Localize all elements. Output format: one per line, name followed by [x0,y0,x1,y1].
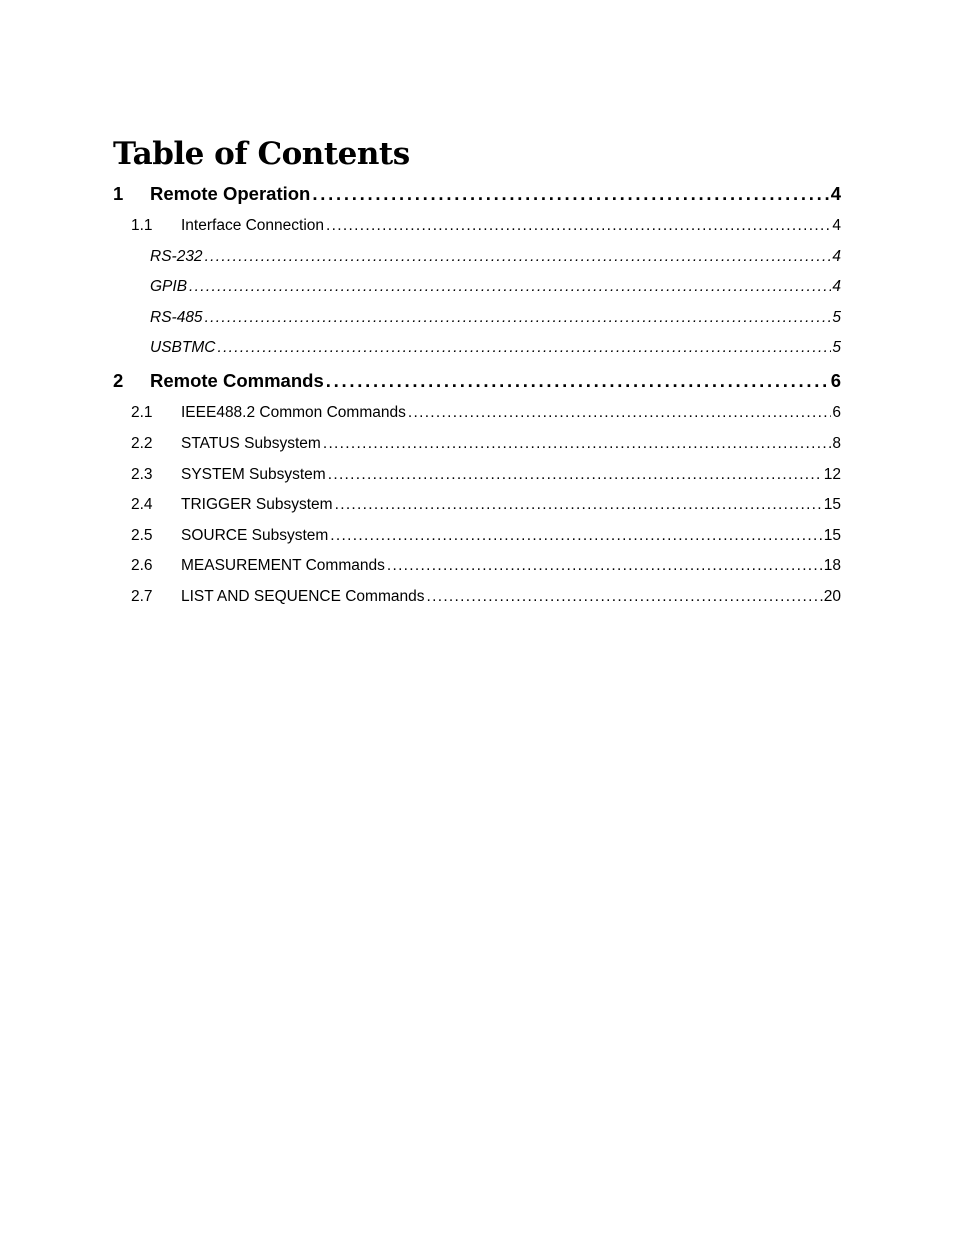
toc-entry-page: 6 [832,404,841,421]
toc-entry-rs-232[interactable] [150,245,841,269]
toc-entry-ieee488-common-commands[interactable] [131,401,841,425]
toc-entry-number: 2.7 [131,588,153,605]
toc-entry-label: SOURCE Subsystem [181,527,329,544]
toc-entry-page: 5 [832,309,841,326]
toc-entry-number: 2.3 [131,466,153,483]
toc-entry-number: 1 [113,183,124,204]
toc-entry-status-subsystem[interactable] [131,432,841,456]
page-title: Table of Contents [113,136,410,172]
toc-entry-label: Interface Connection [181,217,325,234]
toc-dot-leader [323,432,832,456]
toc-entry-usbtmc[interactable] [150,336,841,360]
toc-entry-page: 6 [830,370,841,391]
toc-dot-leader [426,585,822,609]
toc-dot-leader [189,275,831,299]
toc-entry-label: SYSTEM Subsystem [181,466,326,483]
toc-entry-label: TRIGGER Subsystem [181,496,333,513]
toc-entry-label: RS-485 [150,309,203,326]
toc-entry-page: 15 [823,496,841,513]
toc-entry-number: 2.5 [131,527,153,544]
toc-entry-page: 12 [823,466,841,483]
toc-entry-label: STATUS Subsystem [181,435,321,452]
toc-entry-page: 5 [832,339,841,356]
toc-entry-number: 2.6 [131,557,153,574]
toc-entry-page: 4 [830,183,841,204]
toc-entry-label: LIST AND SEQUENCE Commands [181,588,425,605]
toc-dot-leader [408,401,832,425]
toc-dot-leader [330,524,822,548]
toc-entry-page: 4 [832,248,841,265]
toc-dot-leader [205,245,832,269]
toc-entry-label: MEASUREMENT Commands [181,557,385,574]
toc-entry-rs-485[interactable] [150,306,841,330]
toc-entry-measurement-commands[interactable] [131,554,841,578]
toc-entry-label: Remote Operation [150,183,311,204]
toc-entry-remote-operation[interactable] [113,181,841,207]
toc-dot-leader [326,368,830,394]
toc-entry-number: 2 [113,370,124,391]
toc-entry-page: 4 [832,278,841,295]
toc-dot-leader [387,554,823,578]
toc-dot-leader [312,181,829,207]
toc-entry-label: USBTMC [150,339,216,356]
toc-entry-number: 2.1 [131,404,153,421]
toc-entry-page: 18 [823,557,841,574]
toc-dot-leader [217,336,831,360]
toc-entry-label: RS-232 [150,248,203,265]
toc-dot-leader [335,493,823,517]
toc-entry-page: 15 [823,527,841,544]
toc-entry-remote-commands[interactable] [113,368,841,394]
toc-dot-leader [205,306,832,330]
toc-entry-number: 1.1 [131,217,153,234]
toc-entry-gpib[interactable] [150,275,841,299]
toc-entry-number: 2.2 [131,435,153,452]
toc-entry-source-subsystem[interactable] [131,524,841,548]
toc-dot-leader [326,214,831,238]
toc-entry-page: 4 [832,217,841,234]
toc-entry-list-and-sequence-commands[interactable] [131,585,841,609]
toc-entry-label: GPIB [150,278,188,295]
toc-entry-label: IEEE488.2 Common Commands [181,404,406,421]
toc-entry-page: 8 [832,435,841,452]
toc-dot-leader [328,463,823,487]
toc-entry-page: 20 [823,588,841,605]
toc-entry-trigger-subsystem[interactable] [131,493,841,517]
toc-entry-number: 2.4 [131,496,153,513]
toc-entry-interface-connection[interactable] [131,214,841,238]
toc-entry-system-subsystem[interactable] [131,463,841,487]
toc-entry-label: Remote Commands [150,370,324,391]
